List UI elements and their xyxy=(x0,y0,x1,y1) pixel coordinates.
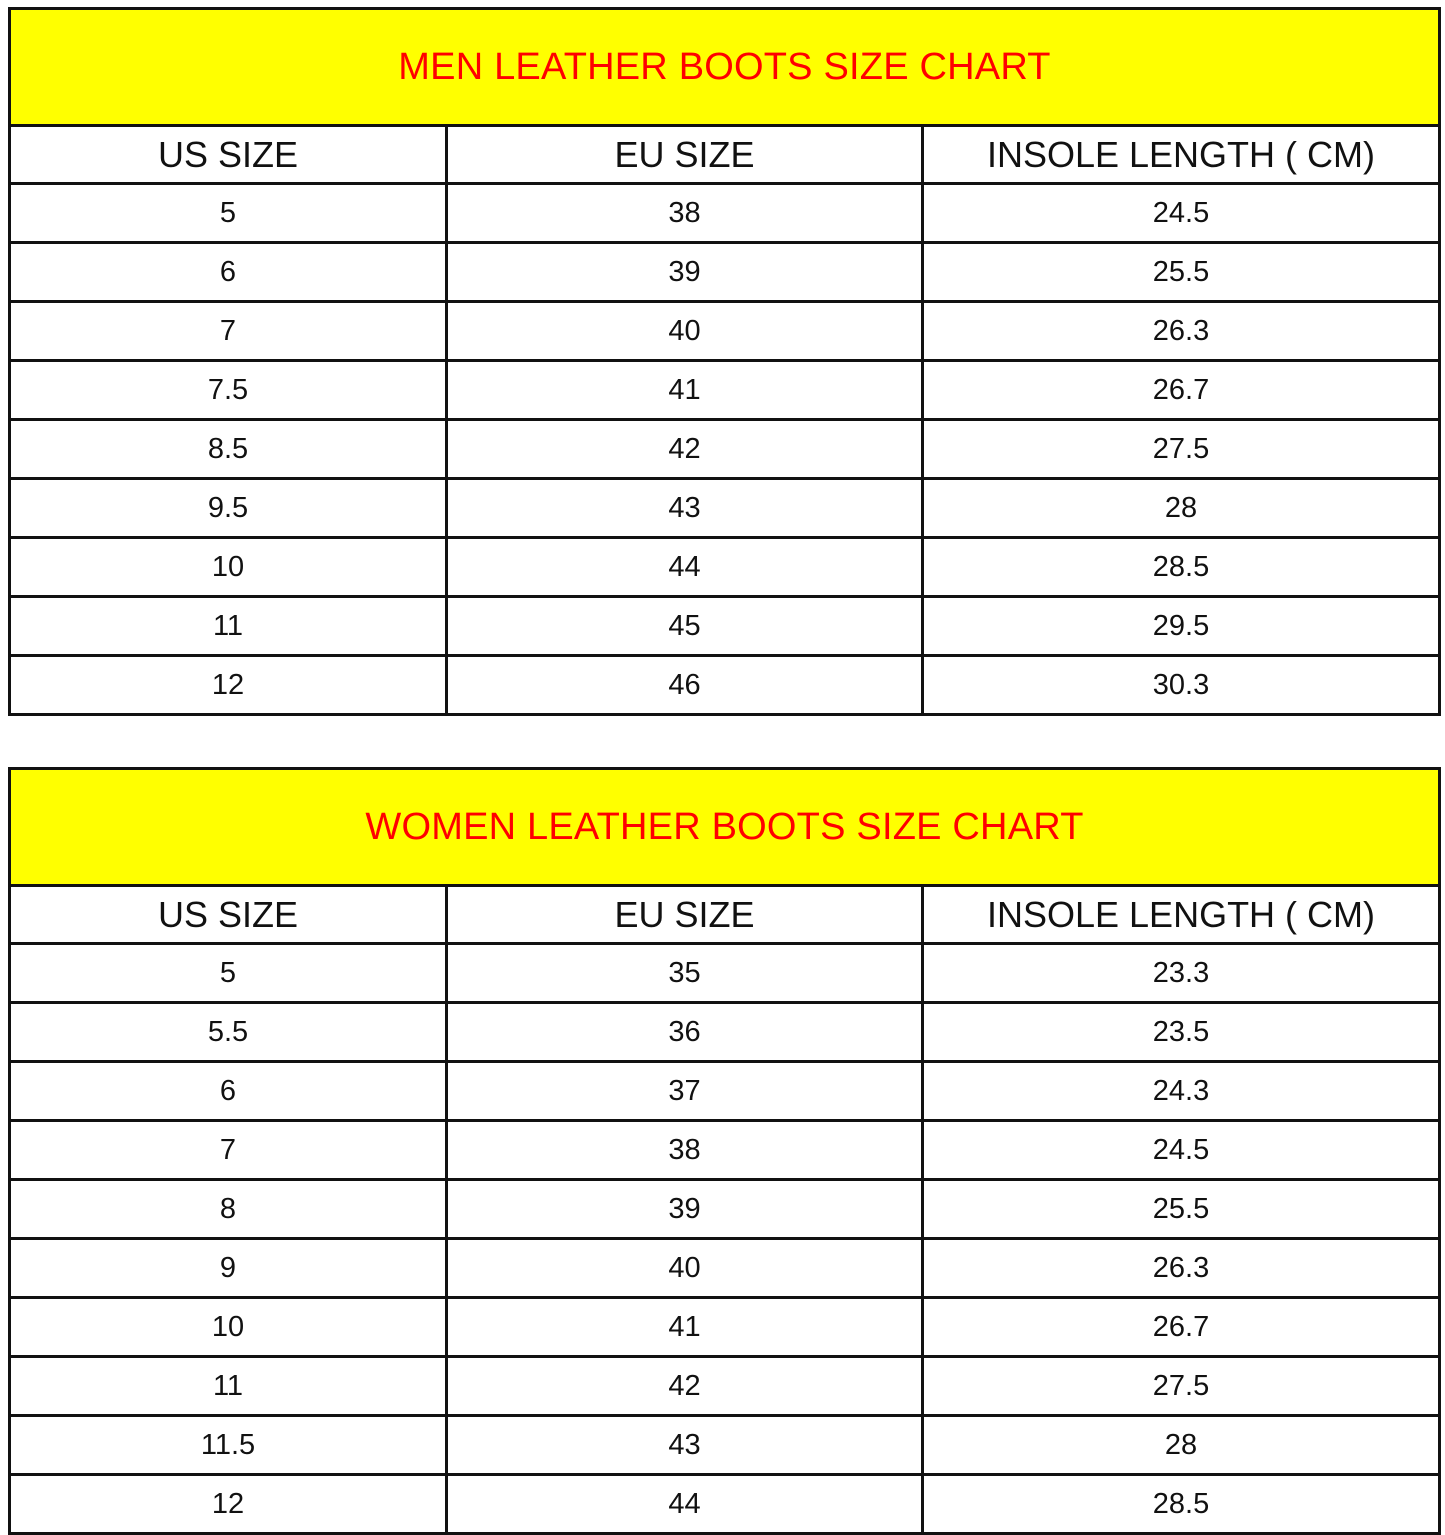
insole-length-cell: 27.5 xyxy=(923,420,1440,479)
us-size-cell: 11 xyxy=(10,1357,447,1416)
eu-size-cell: 39 xyxy=(447,1180,923,1239)
us-size-cell: 12 xyxy=(10,656,447,715)
women-title-row xyxy=(10,769,1440,886)
women-header-eu-size: EU SIZE xyxy=(447,886,923,944)
women-chart-title: WOMEN LEATHER BOOTS SIZE CHART xyxy=(10,769,1440,886)
insole-length-cell: 28 xyxy=(923,479,1440,538)
us-size-cell: 8.5 xyxy=(10,420,447,479)
eu-size-cell: 40 xyxy=(447,302,923,361)
women-header-us-size: US SIZE xyxy=(10,886,447,944)
table-row xyxy=(10,1003,1440,1062)
women-header-row xyxy=(10,886,1440,944)
men-header-eu-size: EU SIZE xyxy=(447,126,923,184)
insole-length-cell: 29.5 xyxy=(923,597,1440,656)
insole-length-cell: 24.3 xyxy=(923,1062,1440,1121)
table-row xyxy=(10,1180,1440,1239)
eu-size-cell: 42 xyxy=(447,420,923,479)
us-size-cell: 7 xyxy=(10,1121,447,1180)
insole-length-cell: 28.5 xyxy=(923,1475,1440,1534)
eu-size-cell: 41 xyxy=(447,1298,923,1357)
men-table-body xyxy=(10,9,1440,715)
table-row xyxy=(10,361,1440,420)
table-row xyxy=(10,538,1440,597)
table-row xyxy=(10,1062,1440,1121)
us-size-cell: 10 xyxy=(10,1298,447,1357)
table-row xyxy=(10,656,1440,715)
eu-size-cell: 37 xyxy=(447,1062,923,1121)
us-size-cell: 8 xyxy=(10,1180,447,1239)
eu-size-cell: 45 xyxy=(447,597,923,656)
insole-length-cell: 25.5 xyxy=(923,1180,1440,1239)
us-size-cell: 10 xyxy=(10,538,447,597)
us-size-cell: 5 xyxy=(10,184,447,243)
women-table-body xyxy=(10,769,1440,1534)
eu-size-cell: 36 xyxy=(447,1003,923,1062)
table-row xyxy=(10,1298,1440,1357)
us-size-cell: 12 xyxy=(10,1475,447,1534)
men-header-row xyxy=(10,126,1440,184)
insole-length-cell: 24.5 xyxy=(923,1121,1440,1180)
table-row xyxy=(10,184,1440,243)
table-row xyxy=(10,420,1440,479)
us-size-cell: 7 xyxy=(10,302,447,361)
men-header-us-size: US SIZE xyxy=(10,126,447,184)
eu-size-cell: 46 xyxy=(447,656,923,715)
eu-size-cell: 42 xyxy=(447,1357,923,1416)
table-row xyxy=(10,1239,1440,1298)
men-size-chart-table xyxy=(8,7,1441,716)
table-row xyxy=(10,1121,1440,1180)
insole-length-cell: 26.3 xyxy=(923,1239,1440,1298)
eu-size-cell: 44 xyxy=(447,1475,923,1534)
men-title-row xyxy=(10,9,1440,126)
table-row xyxy=(10,243,1440,302)
table-row xyxy=(10,1416,1440,1475)
eu-size-cell: 41 xyxy=(447,361,923,420)
eu-size-cell: 43 xyxy=(447,479,923,538)
eu-size-cell: 40 xyxy=(447,1239,923,1298)
table-row xyxy=(10,1475,1440,1534)
eu-size-cell: 43 xyxy=(447,1416,923,1475)
us-size-cell: 9 xyxy=(10,1239,447,1298)
insole-length-cell: 27.5 xyxy=(923,1357,1440,1416)
us-size-cell: 6 xyxy=(10,1062,447,1121)
eu-size-cell: 38 xyxy=(447,1121,923,1180)
insole-length-cell: 25.5 xyxy=(923,243,1440,302)
men-chart-title: MEN LEATHER BOOTS SIZE CHART xyxy=(10,9,1440,126)
eu-size-cell: 38 xyxy=(447,184,923,243)
women-size-chart-table xyxy=(8,767,1441,1535)
us-size-cell: 6 xyxy=(10,243,447,302)
us-size-cell: 11 xyxy=(10,597,447,656)
insole-length-cell: 26.3 xyxy=(923,302,1440,361)
men-header-insole-length: INSOLE LENGTH ( CM) xyxy=(923,126,1440,184)
us-size-cell: 5.5 xyxy=(10,1003,447,1062)
table-row xyxy=(10,479,1440,538)
eu-size-cell: 39 xyxy=(447,243,923,302)
us-size-cell: 11.5 xyxy=(10,1416,447,1475)
us-size-cell: 7.5 xyxy=(10,361,447,420)
insole-length-cell: 28 xyxy=(923,1416,1440,1475)
insole-length-cell: 23.5 xyxy=(923,1003,1440,1062)
eu-size-cell: 35 xyxy=(447,944,923,1003)
insole-length-cell: 28.5 xyxy=(923,538,1440,597)
insole-length-cell: 30.3 xyxy=(923,656,1440,715)
us-size-cell: 5 xyxy=(10,944,447,1003)
eu-size-cell: 44 xyxy=(447,538,923,597)
table-row xyxy=(10,302,1440,361)
women-header-insole-length: INSOLE LENGTH ( CM) xyxy=(923,886,1440,944)
table-row xyxy=(10,597,1440,656)
insole-length-cell: 26.7 xyxy=(923,1298,1440,1357)
insole-length-cell: 24.5 xyxy=(923,184,1440,243)
insole-length-cell: 26.7 xyxy=(923,361,1440,420)
us-size-cell: 9.5 xyxy=(10,479,447,538)
table-row xyxy=(10,944,1440,1003)
table-row xyxy=(10,1357,1440,1416)
insole-length-cell: 23.3 xyxy=(923,944,1440,1003)
